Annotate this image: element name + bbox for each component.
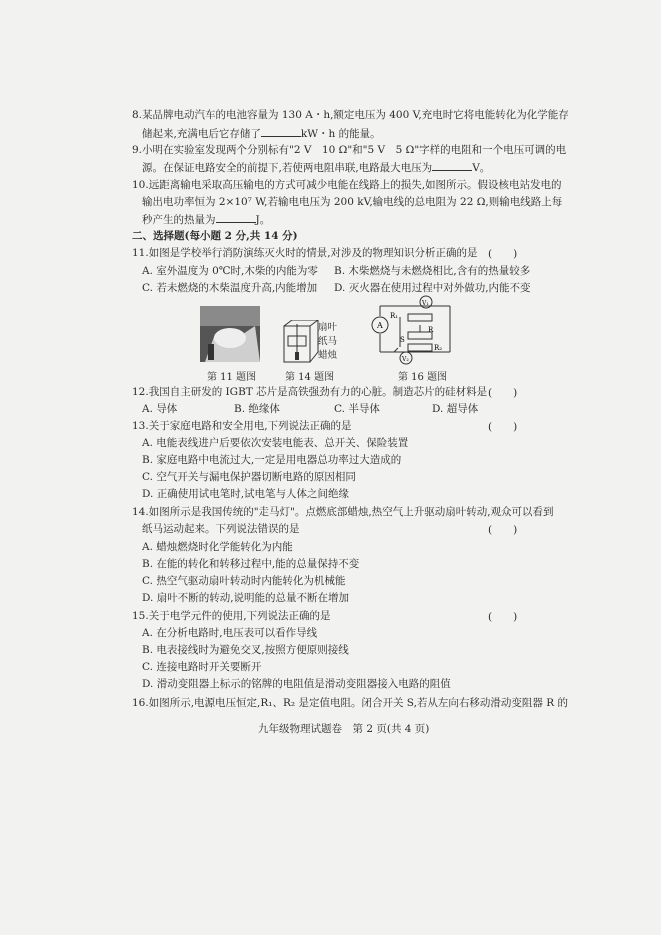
- circuit-r1-label: R₁: [390, 312, 399, 320]
- q10-line1: 10.远距离输电采取高压输电的方式可减少电能在线路上的损失,如图所示。假设核电站发电的: [132, 179, 562, 191]
- q9-line2-a: 源。在保证电路安全的前提下,若使两电阻串联,电路最大电压为: [142, 162, 433, 174]
- q11-answer-paren[interactable]: ( ): [488, 248, 518, 260]
- q10-line2: 输出电功率恒为 2×10⁷ W,若输电电压为 200 kV,输电线的总电阻为 22 Ω,则输电线路上每: [142, 196, 563, 208]
- q15-option-d[interactable]: D. 滑动变阻器上标示的铭牌的电阻值是滑动变阻器接入电路的阻值: [142, 678, 451, 690]
- q11-option-a[interactable]: A. 室外温度为 0℃时,木柴的内能为零: [142, 265, 318, 277]
- circuit-switch-label: S: [400, 336, 405, 344]
- q12-answer-paren[interactable]: ( ): [488, 387, 518, 399]
- fig16-caption: 第 16 题图: [398, 372, 448, 383]
- q14-option-b[interactable]: B. 在能的转化和转移过程中,能的总量保持不变: [142, 558, 360, 570]
- q16-line1: 16.如图所示,电源电压恒定,R₁、R₂ 是定值电阻。闭合开关 S,若从左向右移动滑动变阻器 R 的: [132, 697, 569, 709]
- q14-line2: 纸马运动起来。下列说法错误的是: [142, 523, 300, 535]
- section-heading: 二、选择题(每小题 2 分,共 14 分): [132, 230, 298, 242]
- q8-line1: 8.某品牌电动汽车的电池容量为 130 A・h,额定电压为 400 V,充电时它将电能转化为化学能存: [132, 109, 569, 121]
- q8-line2-a: 储起来,充满电后它存储了: [142, 128, 261, 140]
- q9-line1: 9.小明在实验室发现两个分别标有"2 V 10 Ω"和"5 V 5 Ω"字样的电阻和一个电压可调的电: [132, 144, 567, 156]
- q12-option-d[interactable]: D. 超导体: [432, 403, 479, 415]
- page-footer: 九年级物理试题卷 第 2 页(共 4 页): [258, 723, 430, 735]
- q14-line1: 14.如图所示是我国传统的"走马灯"。点燃底部蜡烛,热空气上升驱动扇叶转动,观众可以看到: [132, 506, 554, 518]
- q12-stem: 12.我国自主研发的 IGBT 芯片是高铁强劲有力的心脏。制造芯片的硅材料是: [132, 386, 488, 398]
- q13-option-a[interactable]: A. 电能表线进户后要依次安装电能表、总开关、保险装置: [142, 437, 409, 449]
- q8-line2: [142, 126, 381, 141]
- q11-option-c[interactable]: C. 若未燃烧的木柴温度升高,内能增加: [142, 282, 318, 294]
- q14-option-c[interactable]: C. 热空气驱动扇叶转动时内能转化为机械能: [142, 575, 346, 587]
- q12-option-c[interactable]: C. 半导体: [334, 403, 380, 415]
- fig11-caption: 第 11 题图: [207, 372, 257, 383]
- q15-stem: 15.关于电学元件的使用,下列说法正确的是: [132, 610, 331, 622]
- q8-line2-b: kW・h 的能量。: [300, 128, 381, 140]
- q14-option-a[interactable]: A. 蜡烛燃烧时化学能转化为内能: [142, 541, 293, 553]
- q12-option-a[interactable]: A. 导体: [142, 403, 178, 415]
- q15-answer-paren[interactable]: ( ): [488, 611, 518, 623]
- q11-option-d[interactable]: D. 灭火器在使用过程中对外做功,内能不变: [334, 282, 531, 294]
- circuit-ammeter-label: A: [377, 321, 383, 330]
- fig14-lantern-diagram: [280, 320, 320, 366]
- q15-option-b[interactable]: B. 电表接线时为避免交叉,按照方便原则接线: [142, 644, 349, 656]
- q13-option-b[interactable]: B. 家庭电路中电流过大,一定是用电器总功率过大造成的: [142, 454, 402, 466]
- fig16-circuit-diagram: [360, 292, 470, 366]
- q10-answer-blank[interactable]: [216, 212, 256, 223]
- lamp-label-paper-horse: 纸马: [318, 336, 338, 347]
- q11-option-b[interactable]: B. 木柴燃烧与未燃烧相比,含有的热量较多: [334, 265, 531, 277]
- q9-line2: [142, 160, 490, 175]
- q14-option-d[interactable]: D. 扇叶不断的转动,说明能的总量不断在增加: [142, 592, 350, 604]
- fig14-caption: 第 14 题图: [285, 372, 335, 383]
- q10-line3-a: 秒产生的热量为: [142, 214, 216, 226]
- q13-option-c[interactable]: C. 空气开关与漏电保护器切断电路的原因相同: [142, 471, 356, 483]
- q9-line2-b: V。: [472, 162, 491, 174]
- fig11-photo: [200, 306, 260, 362]
- q15-option-a[interactable]: A. 在分析电路时,电压表可以看作导线: [142, 627, 318, 639]
- q11-stem: 11.如图是学校举行消防演练灭火时的情景,对涉及的物理知识分析正确的是: [132, 247, 478, 259]
- q15-option-c[interactable]: C. 连接电路时开关要断开: [142, 661, 262, 673]
- q13-stem: 13.关于家庭电路和安全用电,下列说法正确的是: [132, 420, 352, 432]
- circuit-r-label: R: [428, 326, 434, 334]
- q8-answer-blank[interactable]: [261, 126, 301, 137]
- circuit-v2-label: V₂: [402, 356, 409, 363]
- q13-option-d[interactable]: D. 正确使用试电笔时,试电笔与人体之间绝缘: [142, 488, 350, 500]
- lamp-label-candle: 蜡烛: [318, 350, 338, 361]
- lamp-label-fan: 扇叶: [318, 322, 338, 333]
- q9-answer-blank[interactable]: [432, 160, 472, 171]
- circuit-r2-label: R₂: [434, 344, 443, 352]
- q10-line3: [142, 212, 270, 227]
- q10-line3-b: J。: [255, 214, 271, 226]
- circuit-v1-label: V₁: [422, 300, 429, 307]
- q13-answer-paren[interactable]: ( ): [488, 421, 518, 433]
- q12-option-b[interactable]: B. 绝缘体: [234, 403, 280, 415]
- q14-answer-paren[interactable]: ( ): [488, 524, 518, 536]
